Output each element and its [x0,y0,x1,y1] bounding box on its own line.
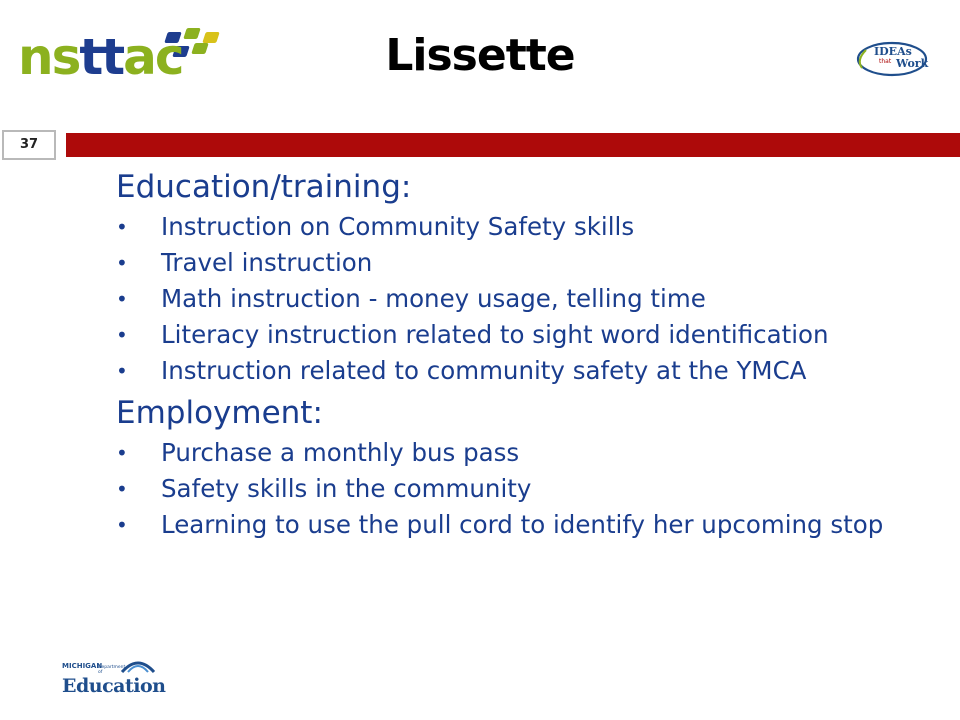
bullet-icon: • [116,513,128,537]
slide-title: Lissette [385,30,575,81]
bullet-icon: • [116,441,128,465]
title-divider-bar [66,133,960,157]
logo-text-ns: ns [18,28,80,86]
bullet-icon: • [116,477,128,501]
list-item-text: Instruction on Community Safety skills [161,212,635,241]
employment-list [116,438,936,540]
ideas-logo-graphic [852,38,944,82]
list-item-text: Safety skills in the community [161,474,532,503]
education-list [116,212,936,386]
section-heading-employment: Employment: [116,395,323,431]
slide-content [116,168,936,546]
education-text: Education [62,675,166,697]
ideas-that-work-logo [852,38,944,82]
list-item-text: Literacy instruction related to sight word identification [161,320,829,349]
list-item-text: Purchase a monthly bus pass [161,438,520,467]
logo-text-ac: ac [123,28,183,86]
list-item-text: Instruction related to community safety at the YMCA [161,356,807,385]
list-item [116,248,936,278]
list-item [116,356,936,386]
list-item [116,510,936,540]
bullet-icon: • [116,251,128,275]
michigan-education-logo [62,652,182,698]
bullet-icon: • [116,215,128,239]
michigan-text: MICHIGAN [62,662,103,670]
list-item [116,284,936,314]
list-item [116,212,936,242]
list-item-text: Learning to use the pull cord to identify her upcoming stop [161,510,884,539]
list-item [116,438,936,468]
bullet-icon: • [116,359,128,383]
list-item [116,474,936,504]
logo-text-tt: tt [79,28,124,86]
list-item-text: Math instruction - money usage, telling time [161,284,706,313]
that-text: that [879,58,892,65]
ideas-text: IDEAs [874,45,912,58]
work-text: Work [896,57,929,70]
list-item-text: Travel instruction [161,248,373,277]
bullet-icon: • [116,323,128,347]
list-item [116,320,936,350]
department-text: Department of [98,665,126,675]
slide-number: 37 [2,130,56,160]
bullet-icon: • [116,287,128,311]
section-heading-education: Education/training: [116,169,412,205]
